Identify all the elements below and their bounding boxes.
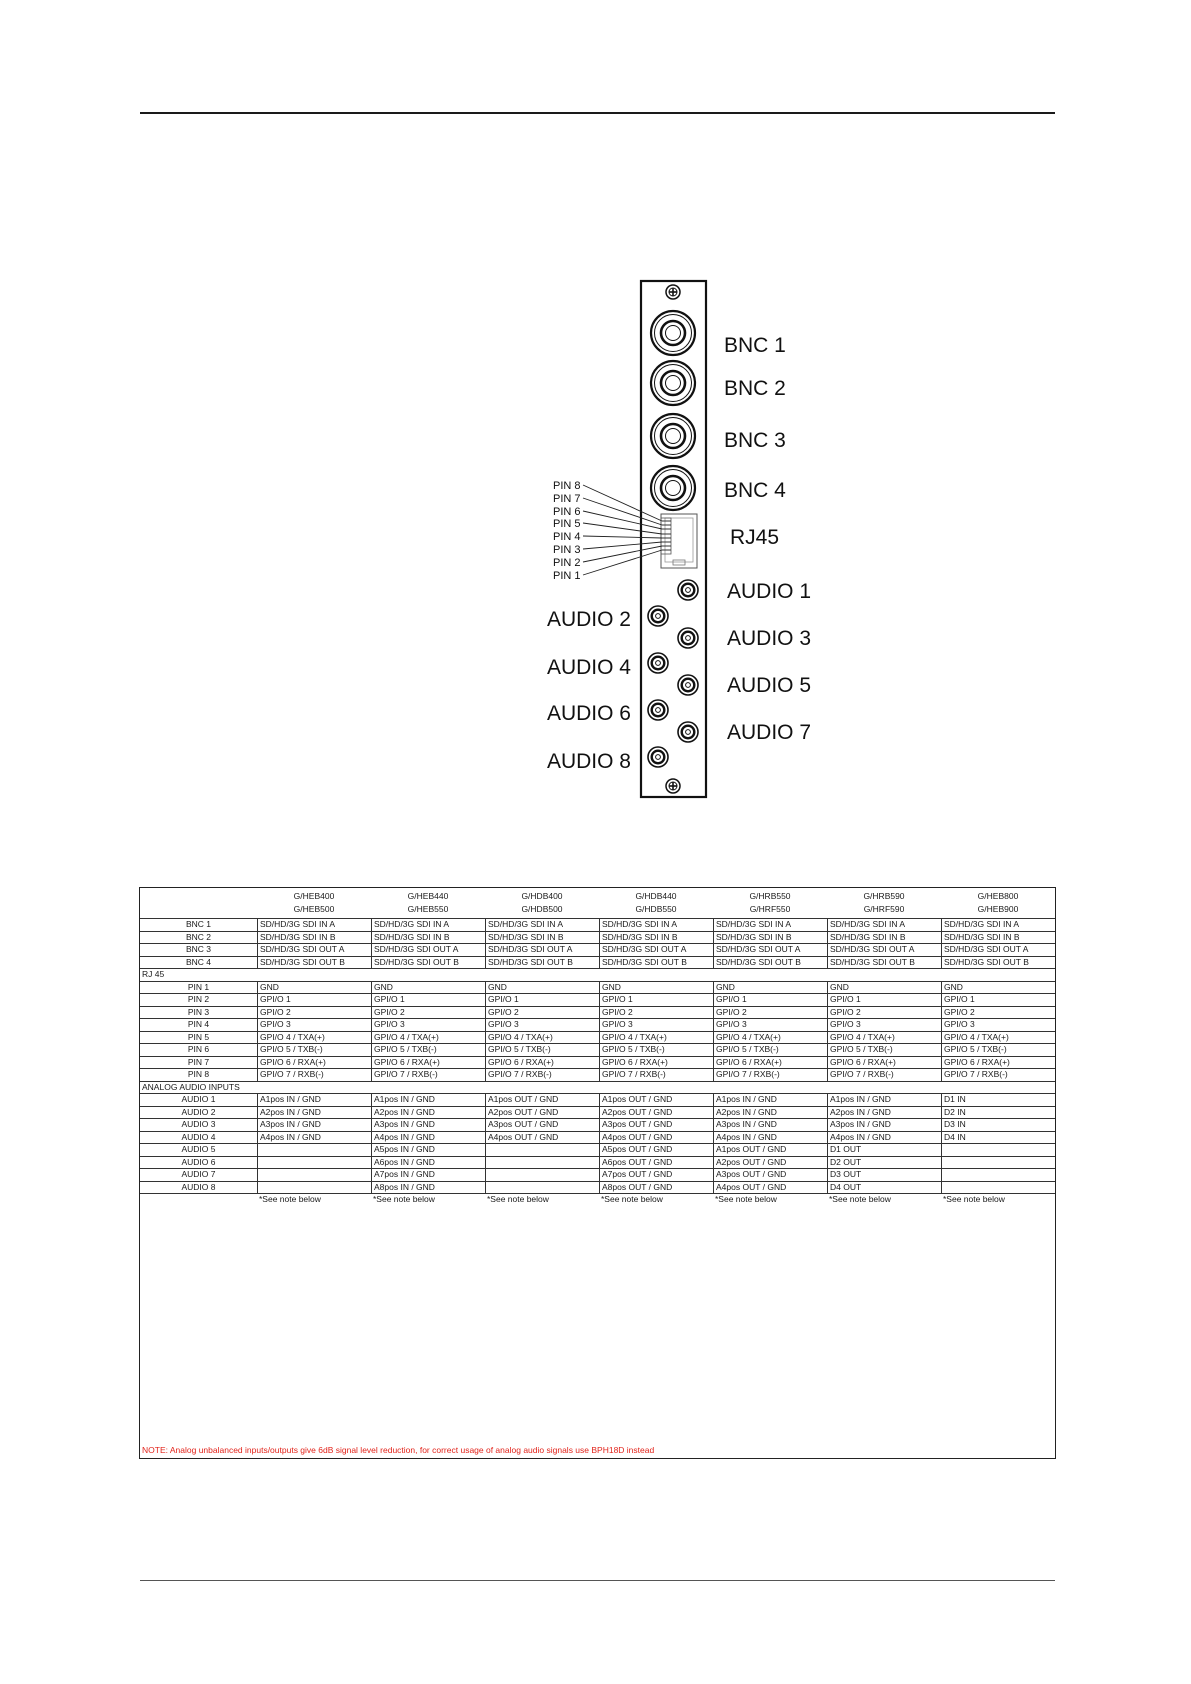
table-cell (941, 1182, 1055, 1194)
table-header-row (140, 888, 1055, 918)
table-cell: GND (827, 982, 941, 994)
table-cell: GPI/O 1 (827, 994, 941, 1006)
row-label: AUDIO 6 (181, 1156, 216, 1167)
table-cell: A3pos IN / GND (713, 1119, 827, 1131)
header-corner-cell (140, 888, 257, 918)
table-cell: A1pos IN / GND (827, 1094, 941, 1106)
pin-label: PIN 8 (553, 480, 581, 492)
table-cell: D3 OUT (827, 1169, 941, 1181)
table-cell: A6pos IN / GND (371, 1157, 485, 1169)
table-cell: GPI/O 4 / TXA(+) (371, 1032, 485, 1044)
table-footnote: NOTE: Analog unbalanced inputs/outputs give 6dB signal level reduction, for correct usage of analog audio signals use BPH18D instead (142, 1445, 655, 1455)
table-cell: A3pos OUT / GND (485, 1119, 599, 1131)
table-cell (485, 1144, 599, 1156)
table-cell: GPI/O 2 (485, 1007, 599, 1019)
table-cell: GPI/O 7 / RXB(-) (827, 1069, 941, 1081)
table-cell: A6pos OUT / GND (599, 1157, 713, 1169)
model-name-alt: G/HDB500 (521, 904, 563, 914)
table-cell: A1pos OUT / GND (485, 1094, 599, 1106)
audio-label: AUDIO 3 (727, 627, 812, 650)
table-cell: A3pos OUT / GND (713, 1169, 827, 1181)
pin-label: PIN 6 (553, 506, 581, 518)
table-cell (941, 1144, 1055, 1156)
table-cell: A3pos IN / GND (371, 1119, 485, 1131)
row-label: PIN 4 (187, 1019, 210, 1029)
table-cell: GPI/O 7 / RXB(-) (713, 1069, 827, 1081)
audio-jack-icon (648, 747, 668, 767)
table-cell (485, 1169, 599, 1181)
table-cell: GPI/O 4 / TXA(+) (485, 1032, 599, 1044)
table-cell: SD/HD/3G SDI IN A (713, 919, 827, 931)
table-row (140, 1031, 1055, 1044)
row-label: PIN 3 (187, 1006, 210, 1017)
table-cell (485, 1182, 599, 1194)
table-cell: GND (485, 982, 599, 994)
table-cell: GPI/O 5 / TXB(-) (941, 1044, 1055, 1056)
table-row (140, 1093, 1055, 1106)
table-cell: A4pos IN / GND (371, 1132, 485, 1144)
table-cell: SD/HD/3G SDI OUT B (941, 957, 1055, 969)
model-header-cell (485, 888, 599, 918)
table-cell: GPI/O 2 (371, 1007, 485, 1019)
table-cell: A4pos OUT / GND (485, 1132, 599, 1144)
top-rule (140, 112, 1055, 114)
table-cell: A3pos OUT / GND (599, 1119, 713, 1131)
note-ref: *See note below (487, 1194, 549, 1204)
section-title: ANALOG AUDIO INPUTS (142, 1081, 240, 1092)
section-title: RJ 45 (142, 969, 165, 979)
table-cell: A8pos OUT / GND (599, 1182, 713, 1194)
table-row (140, 931, 1055, 944)
table-row (140, 1143, 1055, 1156)
note-ref: *See note below (373, 1194, 435, 1204)
table-row (140, 1106, 1055, 1119)
table-cell: GPI/O 1 (713, 994, 827, 1006)
table-cell: SD/HD/3G SDI IN A (371, 919, 485, 931)
table-cell: A5pos OUT / GND (599, 1144, 713, 1156)
note-ref: *See note below (829, 1194, 891, 1204)
table-row (140, 1006, 1055, 1019)
table-cell: GPI/O 4 / TXA(+) (827, 1032, 941, 1044)
table-cell: SD/HD/3G SDI OUT A (371, 944, 485, 956)
table-cell: GPI/O 5 / TXB(-) (257, 1044, 371, 1056)
table-cell (257, 1182, 371, 1194)
table-cell: GPI/O 7 / RXB(-) (485, 1069, 599, 1081)
row-label: AUDIO 3 (181, 1119, 216, 1129)
table-cell: GPI/O 3 (599, 1019, 713, 1031)
bnc-label: BNC 4 (724, 479, 786, 502)
table-cell: SD/HD/3G SDI OUT A (827, 944, 941, 956)
table-cell: D4 OUT (827, 1182, 941, 1194)
table-cell: GPI/O 6 / RXA(+) (941, 1057, 1055, 1069)
table-cell: SD/HD/3G SDI OUT B (827, 957, 941, 969)
pin-lead-line (583, 498, 662, 525)
table-row (140, 993, 1055, 1006)
table-cell: A4pos IN / GND (713, 1132, 827, 1144)
model-name-alt: G/HRF550 (749, 904, 791, 914)
row-label: AUDIO 8 (181, 1181, 216, 1192)
table-cell (485, 1157, 599, 1169)
table-cell: SD/HD/3G SDI OUT B (599, 957, 713, 969)
table-cell: SD/HD/3G SDI IN A (485, 919, 599, 931)
model-header-cell (371, 888, 485, 918)
row-label: PIN 1 (187, 981, 210, 992)
row-label: BNC 1 (185, 919, 212, 929)
table-cell: A1pos OUT / GND (713, 1144, 827, 1156)
row-label: PIN 5 (187, 1031, 210, 1042)
rear-panel-diagram (530, 270, 830, 810)
rj45-contact-block (661, 518, 671, 554)
note-ref: *See note below (601, 1194, 663, 1204)
table-cell: SD/HD/3G SDI IN B (599, 932, 713, 944)
table-cell: A2pos IN / GND (827, 1107, 941, 1119)
pinout-table (139, 887, 1056, 1459)
model-name: G/HRB550 (749, 891, 791, 901)
bnc-label: BNC 2 (724, 377, 786, 400)
table-row (140, 1056, 1055, 1069)
table-cell: SD/HD/3G SDI IN B (941, 932, 1055, 944)
table-row (140, 943, 1055, 956)
table-cell: GPI/O 7 / RXB(-) (941, 1069, 1055, 1081)
note-ref-spacer (140, 1194, 257, 1207)
table-cell: GPI/O 4 / TXA(+) (599, 1032, 713, 1044)
model-name-alt: G/HEB900 (977, 904, 1019, 914)
audio-label: AUDIO 1 (727, 580, 812, 603)
bnc-connector-icon (651, 311, 695, 355)
table-cell: A2pos OUT / GND (599, 1107, 713, 1119)
table-cell: GPI/O 3 (257, 1019, 371, 1031)
bnc-label: BNC 3 (724, 429, 786, 452)
model-header-cell (713, 888, 827, 918)
model-name: G/HEB440 (407, 891, 449, 901)
top-screw-icon (666, 285, 680, 299)
pin-label: PIN 2 (553, 557, 581, 569)
table-cell: A1pos IN / GND (713, 1094, 827, 1106)
model-name: G/HEB800 (977, 891, 1019, 901)
table-cell: GPI/O 2 (827, 1007, 941, 1019)
table-row (140, 1168, 1055, 1181)
model-header-cell (827, 888, 941, 918)
bnc-connector-icon (651, 361, 695, 405)
table-cell: A8pos IN / GND (371, 1182, 485, 1194)
table-cell: GPI/O 1 (599, 994, 713, 1006)
table-cell: A5pos IN / GND (371, 1144, 485, 1156)
row-label: AUDIO 1 (181, 1094, 216, 1104)
table-cell: GND (257, 982, 371, 994)
table-cell: GPI/O 5 / TXB(-) (371, 1044, 485, 1056)
table-cell: SD/HD/3G SDI IN A (599, 919, 713, 931)
table-row (140, 1043, 1055, 1056)
table-cell: A2pos IN / GND (371, 1107, 485, 1119)
table-cell: GPI/O 1 (941, 994, 1055, 1006)
row-label: PIN 7 (187, 1056, 210, 1067)
table-cell: GPI/O 6 / RXA(+) (599, 1057, 713, 1069)
pin-label: PIN 1 (553, 570, 581, 582)
table-cell: SD/HD/3G SDI OUT B (257, 957, 371, 969)
audio-jack-icon (648, 700, 668, 720)
row-label: BNC 3 (185, 944, 212, 954)
audio-label: AUDIO 5 (727, 674, 812, 697)
model-name-alt: G/HEB500 (293, 904, 335, 914)
table-cell: SD/HD/3G SDI OUT A (713, 944, 827, 956)
model-name-alt: G/HDB550 (635, 904, 677, 914)
table-cell: SD/HD/3G SDI OUT A (257, 944, 371, 956)
table-cell: D1 OUT (827, 1144, 941, 1156)
table-cell: GPI/O 1 (485, 994, 599, 1006)
row-label: PIN 6 (187, 1044, 210, 1054)
audio-jack-icon (678, 722, 698, 742)
table-row (140, 1118, 1055, 1131)
table-cell: GND (599, 982, 713, 994)
table-cell (257, 1144, 371, 1156)
table-cell: D4 IN (941, 1132, 1055, 1144)
table-cell: A3pos IN / GND (827, 1119, 941, 1131)
section-header-row (140, 968, 1055, 981)
table-cell: GND (713, 982, 827, 994)
table-grid (140, 918, 1055, 1194)
table-cell: GPI/O 2 (599, 1007, 713, 1019)
table-cell: GPI/O 1 (371, 994, 485, 1006)
audio-label: AUDIO 7 (727, 721, 812, 744)
bnc-connector-icon (651, 466, 695, 510)
audio-label: AUDIO 6 (546, 702, 631, 725)
row-label: BNC 2 (185, 931, 212, 942)
table-cell: GPI/O 2 (941, 1007, 1055, 1019)
table-cell: GPI/O 3 (485, 1019, 599, 1031)
model-name: G/HDB440 (635, 891, 677, 901)
table-cell: GPI/O 6 / RXA(+) (485, 1057, 599, 1069)
table-row (140, 1068, 1055, 1081)
table-cell: GPI/O 6 / RXA(+) (257, 1057, 371, 1069)
table-cell: A7pos OUT / GND (599, 1169, 713, 1181)
model-header-cell (941, 888, 1055, 918)
pin-label: PIN 4 (553, 531, 581, 543)
table-cell: GPI/O 3 (941, 1019, 1055, 1031)
pin-lead-line (583, 523, 662, 534)
table-cell: SD/HD/3G SDI OUT B (371, 957, 485, 969)
table-cell: SD/HD/3G SDI IN B (485, 932, 599, 944)
audio-label: AUDIO 8 (546, 750, 631, 773)
table-cell: A2pos OUT / GND (485, 1107, 599, 1119)
table-cell: SD/HD/3G SDI IN B (371, 932, 485, 944)
table-row (140, 1018, 1055, 1031)
table-cell: A7pos IN / GND (371, 1169, 485, 1181)
table-cell: A1pos IN / GND (371, 1094, 485, 1106)
table-cell: GPI/O 5 / TXB(-) (713, 1044, 827, 1056)
table-cell: GPI/O 2 (713, 1007, 827, 1019)
table-cell: SD/HD/3G SDI IN A (257, 919, 371, 931)
table-cell: GPI/O 5 / TXB(-) (599, 1044, 713, 1056)
row-label: AUDIO 7 (181, 1169, 216, 1179)
pin-lead-line (583, 536, 662, 538)
note-ref: *See note below (943, 1194, 1005, 1204)
note-ref: *See note below (715, 1194, 777, 1204)
table-cell: GPI/O 3 (827, 1019, 941, 1031)
table-cell: GPI/O 4 / TXA(+) (257, 1032, 371, 1044)
table-cell: A2pos IN / GND (713, 1107, 827, 1119)
section-header-row (140, 1081, 1055, 1094)
table-cell: GPI/O 7 / RXB(-) (257, 1069, 371, 1081)
rj45-label: RJ45 (730, 526, 780, 549)
model-name-alt: G/HEB550 (407, 904, 449, 914)
panel-outline (641, 281, 706, 797)
model-header-cell (599, 888, 713, 918)
bottom-rule (140, 1580, 1055, 1581)
table-cell: SD/HD/3G SDI IN B (257, 932, 371, 944)
table-row (140, 956, 1055, 969)
pin-label: PIN 5 (553, 518, 581, 530)
table-cell: D2 OUT (827, 1157, 941, 1169)
table-cell: A2pos IN / GND (257, 1107, 371, 1119)
audio-jack-icon (678, 675, 698, 695)
table-cell: GPI/O 3 (371, 1019, 485, 1031)
table-cell: GPI/O 4 / TXA(+) (941, 1032, 1055, 1044)
table-cell: SD/HD/3G SDI OUT A (485, 944, 599, 956)
table-cell: A1pos OUT / GND (599, 1094, 713, 1106)
table-cell: A4pos IN / GND (827, 1132, 941, 1144)
table-row (140, 1156, 1055, 1169)
bnc-connector-icon (651, 414, 695, 458)
table-cell: GPI/O 7 / RXB(-) (371, 1069, 485, 1081)
rj45-port-icon (661, 514, 697, 568)
table-cell (941, 1157, 1055, 1169)
table-cell: A4pos OUT / GND (713, 1182, 827, 1194)
table-cell: GPI/O 4 / TXA(+) (713, 1032, 827, 1044)
table-row (140, 918, 1055, 931)
table-cell: GPI/O 5 / TXB(-) (485, 1044, 599, 1056)
rj45-pins (662, 521, 671, 550)
table-row (140, 981, 1055, 994)
table-cell: GPI/O 6 / RXA(+) (827, 1057, 941, 1069)
model-name: G/HRB590 (863, 891, 905, 901)
audio-jack-icon (678, 580, 698, 600)
rj45-latch (673, 560, 685, 565)
table-cell: A2pos OUT / GND (713, 1157, 827, 1169)
table-cell: GND (371, 982, 485, 994)
table-cell: GND (941, 982, 1055, 994)
table-cell: D1 IN (941, 1094, 1055, 1106)
table-cell: GPI/O 1 (257, 994, 371, 1006)
table-cell: A4pos OUT / GND (599, 1132, 713, 1144)
audio-jack-icon (678, 628, 698, 648)
table-cell: D2 IN (941, 1107, 1055, 1119)
audio-label: AUDIO 4 (546, 656, 631, 679)
note-reference-row (140, 1194, 1055, 1207)
table-cell (257, 1157, 371, 1169)
table-cell: A3pos IN / GND (257, 1119, 371, 1131)
audio-jack-icon (648, 653, 668, 673)
table-row (140, 1181, 1055, 1194)
table-cell: SD/HD/3G SDI IN A (827, 919, 941, 931)
table-cell: GPI/O 7 / RXB(-) (599, 1069, 713, 1081)
audio-jack-icon (648, 606, 668, 626)
table-cell: GPI/O 5 / TXB(-) (827, 1044, 941, 1056)
table-cell: SD/HD/3G SDI IN A (941, 919, 1055, 931)
table-row (140, 1131, 1055, 1144)
table-cell: SD/HD/3G SDI OUT A (599, 944, 713, 956)
model-name: G/HEB400 (293, 891, 335, 901)
table-cell: D3 IN (941, 1119, 1055, 1131)
table-cell: SD/HD/3G SDI IN B (827, 932, 941, 944)
pin-label: PIN 7 (553, 493, 581, 505)
table-cell: A4pos IN / GND (257, 1132, 371, 1144)
table-cell (257, 1169, 371, 1181)
row-label: AUDIO 4 (181, 1131, 216, 1142)
model-name: G/HDB400 (521, 891, 563, 901)
table-cell: SD/HD/3G SDI OUT B (713, 957, 827, 969)
pin-lead-line (583, 511, 662, 529)
row-label: BNC 4 (185, 956, 212, 967)
row-label: AUDIO 5 (181, 1144, 216, 1154)
table-cell: SD/HD/3G SDI IN B (713, 932, 827, 944)
bnc-label: BNC 1 (724, 334, 786, 357)
table-cell: GPI/O 2 (257, 1007, 371, 1019)
bottom-screw-icon (666, 779, 680, 793)
row-label: PIN 2 (187, 994, 210, 1004)
table-cell: GPI/O 6 / RXA(+) (713, 1057, 827, 1069)
table-cell: A1pos IN / GND (257, 1094, 371, 1106)
table-cell: GPI/O 6 / RXA(+) (371, 1057, 485, 1069)
model-header-cell (257, 888, 371, 918)
table-cell: SD/HD/3G SDI OUT B (485, 957, 599, 969)
note-ref: *See note below (259, 1194, 321, 1204)
table-cell: GPI/O 3 (713, 1019, 827, 1031)
model-name-alt: G/HRF590 (863, 904, 905, 914)
pin-label: PIN 3 (553, 544, 581, 556)
row-label: PIN 8 (187, 1069, 210, 1079)
audio-label: AUDIO 2 (546, 608, 631, 631)
table-cell (941, 1169, 1055, 1181)
row-label: AUDIO 2 (181, 1106, 216, 1117)
table-cell: SD/HD/3G SDI OUT A (941, 944, 1055, 956)
